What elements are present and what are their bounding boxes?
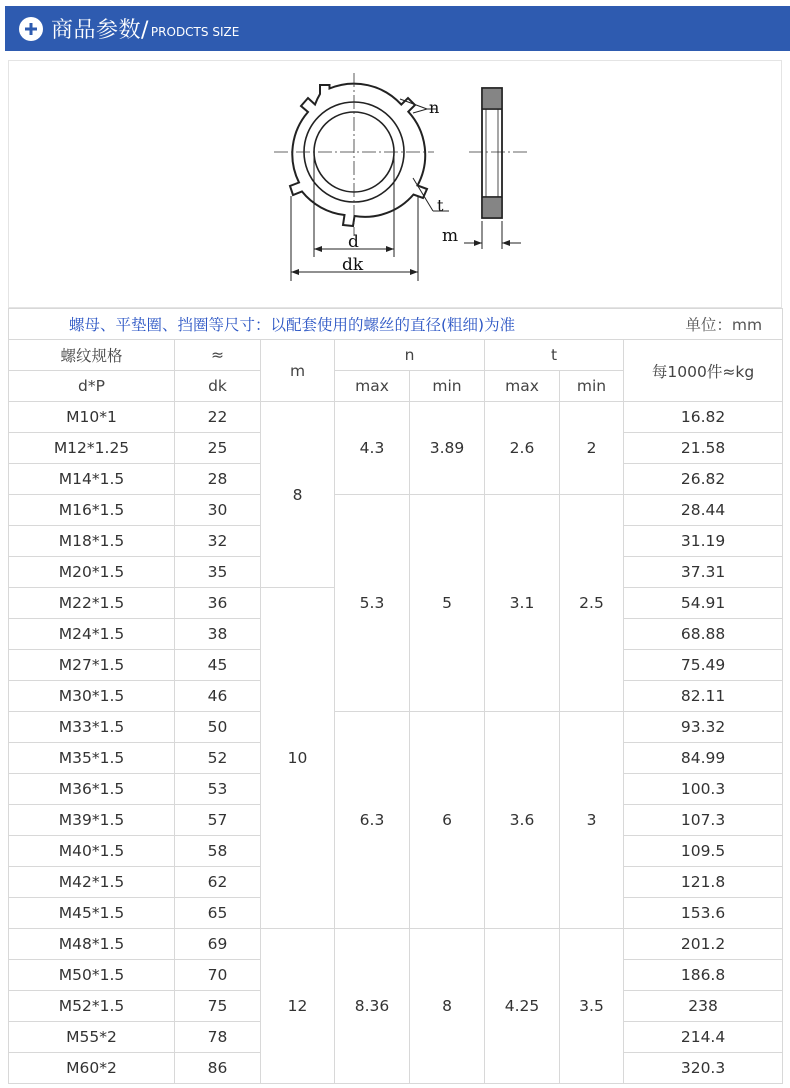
- weight-cell: 214.4: [624, 1022, 783, 1053]
- m-cell: 8: [261, 402, 335, 588]
- weight-cell: 16.82: [624, 402, 783, 433]
- weight-cell: 100.3: [624, 774, 783, 805]
- n-max-cell: 5.3: [335, 495, 410, 712]
- weight-cell: 21.58: [624, 433, 783, 464]
- n-min-header: min: [410, 371, 485, 402]
- spec-cell: M12*1.25: [9, 433, 175, 464]
- dk-cell: 69: [175, 929, 261, 960]
- spec-cell: M18*1.5: [9, 526, 175, 557]
- n-min-cell: 3.89: [410, 402, 485, 495]
- n-max-cell: 6.3: [335, 712, 410, 929]
- weight-cell: 320.3: [624, 1053, 783, 1084]
- dk-cell: 57: [175, 805, 261, 836]
- label-n: n: [429, 98, 440, 117]
- outer-ring-shape: [290, 84, 427, 226]
- weight-cell: 186.8: [624, 960, 783, 991]
- dk-cell: 58: [175, 836, 261, 867]
- dk-cell: 62: [175, 867, 261, 898]
- n-min-cell: 5: [410, 495, 485, 712]
- n-max-cell: 4.3: [335, 402, 410, 495]
- weight-cell: 28.44: [624, 495, 783, 526]
- dk-cell: 22: [175, 402, 261, 433]
- weight-cell: 54.91: [624, 588, 783, 619]
- spec-cell: M45*1.5: [9, 898, 175, 929]
- spec-cell: M40*1.5: [9, 836, 175, 867]
- weight-cell: 37.31: [624, 557, 783, 588]
- spec-cell: M27*1.5: [9, 650, 175, 681]
- dk-cell: 45: [175, 650, 261, 681]
- label-d: d: [348, 232, 359, 252]
- dk-cell: 38: [175, 619, 261, 650]
- spec-cell: M60*2: [9, 1053, 175, 1084]
- weight-cell: 107.3: [624, 805, 783, 836]
- t-max-cell: 2.6: [485, 402, 560, 495]
- t-max-cell: 4.25: [485, 929, 560, 1084]
- spec-cell: M14*1.5: [9, 464, 175, 495]
- weight-cell: 109.5: [624, 836, 783, 867]
- dk-cell: 75: [175, 991, 261, 1022]
- t-max-cell: 3.6: [485, 712, 560, 929]
- table-row: [9, 712, 783, 743]
- table-row: [9, 495, 783, 526]
- dk-cell: 53: [175, 774, 261, 805]
- spec-table: [8, 308, 783, 1084]
- t-min-cell: 3.5: [560, 929, 624, 1084]
- weight-cell: 93.32: [624, 712, 783, 743]
- dk-cell: 30: [175, 495, 261, 526]
- dk-cell: 32: [175, 526, 261, 557]
- spec-cell: M35*1.5: [9, 743, 175, 774]
- label-m: m: [442, 226, 459, 246]
- plus-circle-icon: [19, 17, 43, 41]
- n-max-header: max: [335, 371, 410, 402]
- section-subtitle: PRODCTS SIZE: [150, 24, 240, 39]
- weight-cell: 238: [624, 991, 783, 1022]
- weight-cell: 201.2: [624, 929, 783, 960]
- label-dk: dk: [342, 255, 364, 275]
- weight-cell: 68.88: [624, 619, 783, 650]
- dk-cell: 28: [175, 464, 261, 495]
- spec-header-top: 螺纹规格: [9, 340, 175, 371]
- n-min-cell: 6: [410, 712, 485, 929]
- n-min-cell: 8: [410, 929, 485, 1084]
- spec-cell: M22*1.5: [9, 588, 175, 619]
- spec-cell: M50*1.5: [9, 960, 175, 991]
- weight-cell: 84.99: [624, 743, 783, 774]
- spec-cell: M52*1.5: [9, 991, 175, 1022]
- dk-cell: 35: [175, 557, 261, 588]
- t-min-cell: 2: [560, 402, 624, 495]
- dk-cell: 46: [175, 681, 261, 712]
- note-row: [9, 309, 783, 340]
- dk-cell: 86: [175, 1053, 261, 1084]
- spec-cell: M36*1.5: [9, 774, 175, 805]
- weight-cell: 82.11: [624, 681, 783, 712]
- t-max-header: max: [485, 371, 560, 402]
- spec-cell: M16*1.5: [9, 495, 175, 526]
- header-row-1: [9, 340, 783, 371]
- table-row: [9, 402, 783, 433]
- spec-cell: M42*1.5: [9, 867, 175, 898]
- dk-cell: 65: [175, 898, 261, 929]
- weight-cell: 31.19: [624, 526, 783, 557]
- spec-cell: M33*1.5: [9, 712, 175, 743]
- note-cell: [9, 309, 783, 340]
- dk-cell: 36: [175, 588, 261, 619]
- spec-cell: M20*1.5: [9, 557, 175, 588]
- t-max-cell: 3.1: [485, 495, 560, 712]
- section-title: 商品参数/: [51, 18, 149, 43]
- weight-cell: 26.82: [624, 464, 783, 495]
- dk-cell: 25: [175, 433, 261, 464]
- m-cell: 10: [261, 588, 335, 929]
- weight-cell: 75.49: [624, 650, 783, 681]
- n-header: n: [335, 340, 485, 371]
- m-cell: 12: [261, 929, 335, 1084]
- unit-label: 单位：mm: [685, 316, 763, 334]
- spec-cell: M39*1.5: [9, 805, 175, 836]
- section-header: [5, 6, 790, 51]
- t-min-cell: 2.5: [560, 495, 624, 712]
- nut-drawing-svg: [9, 61, 783, 309]
- spec-header-bottom: d*P: [9, 371, 175, 402]
- weight-header: 每1000件≈kg: [624, 340, 783, 402]
- dk-header-bottom: dk: [175, 371, 261, 402]
- spec-cell: M48*1.5: [9, 929, 175, 960]
- dk-cell: 78: [175, 1022, 261, 1053]
- t-header: t: [485, 340, 624, 371]
- size-note: 螺母、平垫圈、挡圈等尺寸：以配套使用的螺丝的直径(粗细)为准: [69, 316, 516, 334]
- technical-drawing: [8, 60, 782, 308]
- dk-cell: 52: [175, 743, 261, 774]
- m-header: m: [261, 340, 335, 402]
- weight-cell: 153.6: [624, 898, 783, 929]
- dk-cell: 70: [175, 960, 261, 991]
- dk-cell: 50: [175, 712, 261, 743]
- weight-cell: 121.8: [624, 867, 783, 898]
- table-row: [9, 929, 783, 960]
- label-t: t: [437, 196, 444, 215]
- dk-header-top: ≈: [175, 340, 261, 371]
- spec-cell: M10*1: [9, 402, 175, 433]
- n-max-cell: 8.36: [335, 929, 410, 1084]
- t-min-header: min: [560, 371, 624, 402]
- spec-cell: M24*1.5: [9, 619, 175, 650]
- t-min-cell: 3: [560, 712, 624, 929]
- spec-cell: M55*2: [9, 1022, 175, 1053]
- spec-cell: M30*1.5: [9, 681, 175, 712]
